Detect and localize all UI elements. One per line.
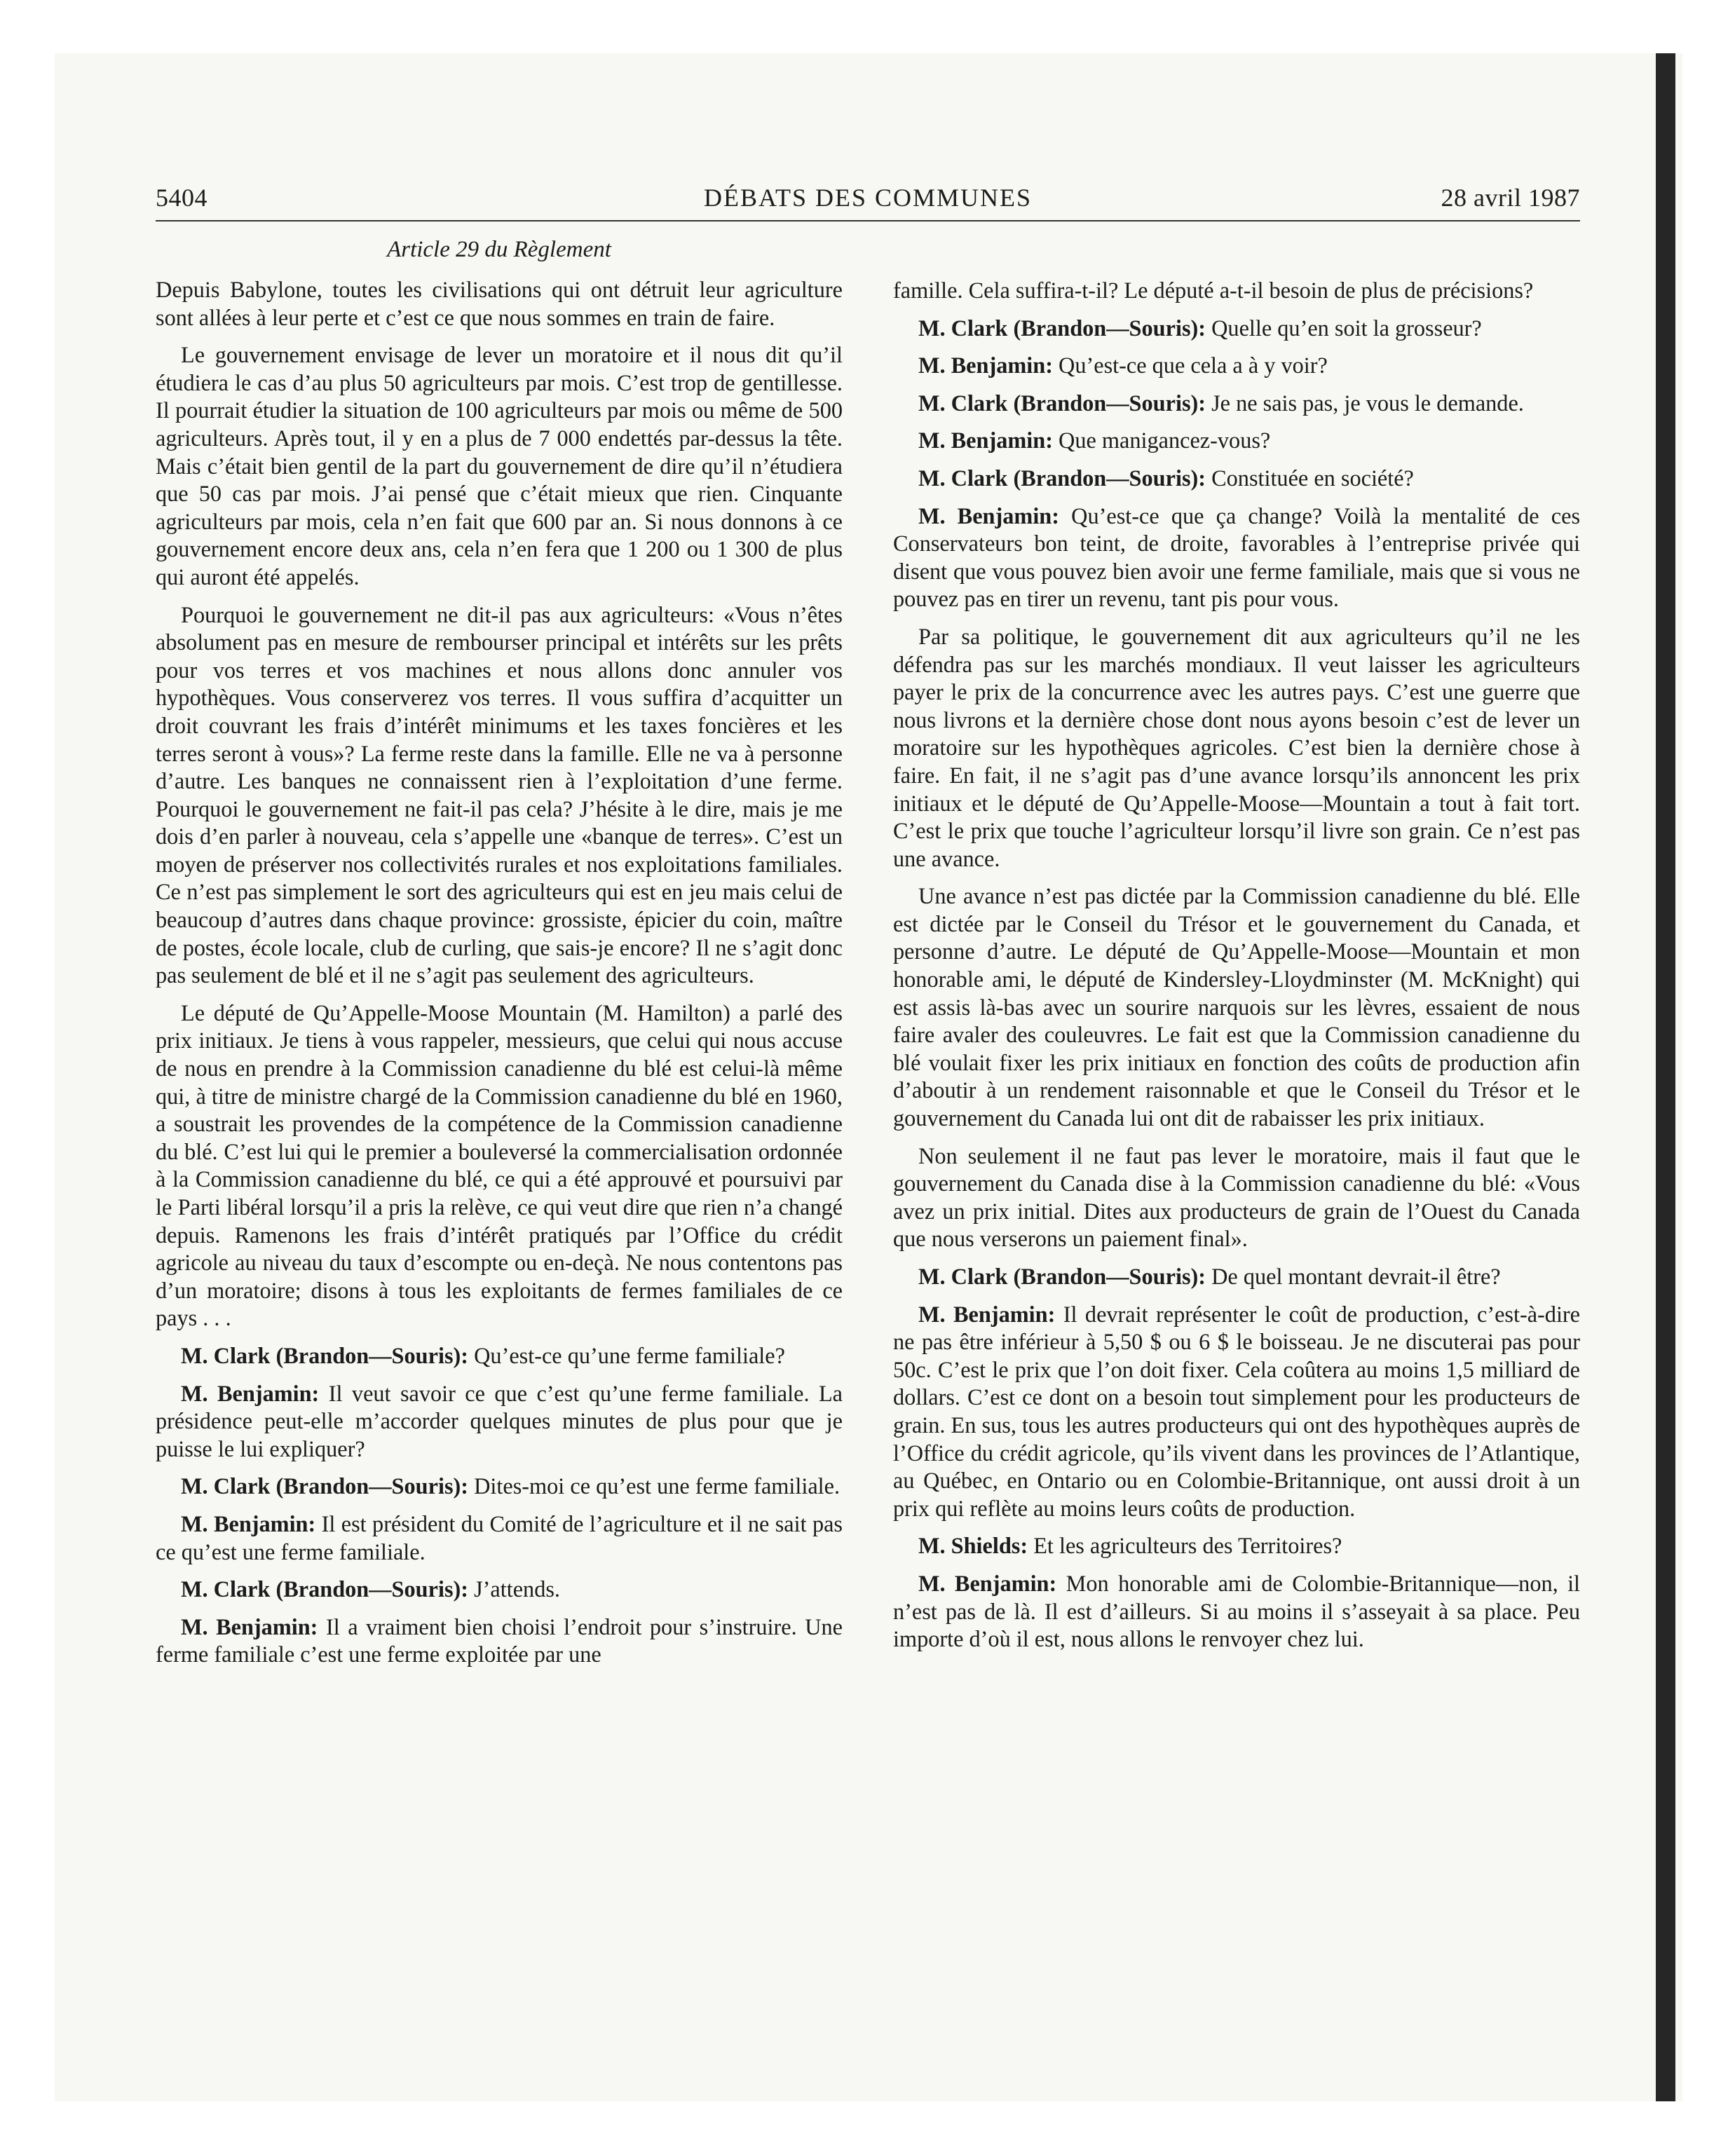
right-column xyxy=(893,277,1580,1663)
speaker-name: M. Benjamin: xyxy=(918,1301,1056,1327)
body-paragraph: Une avance n’est pas dictée par la Commission canadienne du blé. Elle est dictée par le Conseil du Trésor et le gouvernement du Canada, et personne d’autre. Le député de Qu’Appelle-Moose—Mountain et mon honorable ami, le député de Kindersley-Lloydminster (M. McKnight) qui est assis là-bas avec un sourire narquois sur les lèvres, essaient de nous faire avaler des couleuvres. Le fait est que la Commission canadienne du blé voulait fixer les prix initiaux en fonction des coûts de production afin d’aboutir à un rendement raisonnable et que le Conseil du Trésor et le gouvernement du Canada lui ont dit de rabaisser les prix initiaux. xyxy=(893,883,1580,1131)
speech-paragraph xyxy=(893,315,1580,343)
speech-text: Il a vraiment bien choisi l’endroit pour s’instruire. Une ferme familiale c’est une ferme exploitée par une xyxy=(156,1613,843,1667)
speech-text: Quelle qu’en soit la grosseur? xyxy=(1211,315,1482,341)
speech-text: De quel montant devrait-il être? xyxy=(1211,1264,1501,1289)
speaker-name: M. Clark (Brandon—Souris): xyxy=(181,1342,469,1368)
scan-edge-bar xyxy=(1656,53,1675,2101)
speech-text: Mon honorable ami de Colombie-Britannique—non, il n’est pas de là. Il est d’ailleurs. Si au moins il s’asseyait à sa place. Peu importe d’où il est, nous allons le renvoyer chez lui. xyxy=(893,1570,1581,1652)
speaker-name: M. Clark (Brandon—Souris): xyxy=(918,390,1206,416)
page-number: 5404 xyxy=(156,184,207,212)
body-paragraph: Le gouvernement envisage de lever un moratoire et il nous dit qu’il étudiera le cas d’au plus 50 agriculteurs par mois. C’est trop de gentillesse. Il pourrait étudier la situation de 100 agriculteurs par mois ou même de 500 agriculteurs. Après tout, il y en a plus de 7 000 endettés par-dessus la tête. Mais c’était bien gentil de la part du gouvernement de dire qu’il n’étudiera que 50 cas par mois. J’ai pensé que c’était mieux que rien. Cinquante agriculteurs par mois, cela n’en fait que 600 par an. Si nous donnons à ce gouvernement encore deux ans, cela n’en fera que 1 200 ou 1 300 de plus qui auront été appelés. xyxy=(156,342,843,589)
speech-paragraph xyxy=(893,1301,1580,1523)
speech-paragraph xyxy=(156,1510,843,1566)
speech-text: Qu’est-ce qu’une ferme familiale? xyxy=(474,1342,785,1368)
speech-text: J’attends. xyxy=(474,1576,560,1602)
body-paragraph: famille. Cela suffira-t-il? Le député a-t-il besoin de plus de précisions? xyxy=(893,278,1534,303)
speech-paragraph xyxy=(893,1532,1580,1560)
speaker-name: M. Shields: xyxy=(918,1533,1028,1559)
speaker-name: M. Benjamin: xyxy=(181,1510,316,1536)
speaker-name: M. Benjamin: xyxy=(181,1380,320,1406)
speech-paragraph xyxy=(893,427,1580,455)
speaker-name: M. Clark (Brandon—Souris): xyxy=(918,465,1206,491)
right-column-body xyxy=(893,277,1580,1653)
page-header xyxy=(156,181,1580,221)
speech-text: Constituée en société? xyxy=(1211,465,1414,491)
speech-text: Il est président du Comité de l’agriculture et il ne sait pas ce qu’est une ferme familiale. xyxy=(156,1510,843,1564)
speech-paragraph xyxy=(156,1342,843,1370)
speech-text: Et les agriculteurs des Territoires? xyxy=(1033,1533,1342,1559)
speaker-name: M. Benjamin: xyxy=(181,1613,318,1639)
speech-paragraph xyxy=(893,503,1580,613)
speaker-name: M. Benjamin: xyxy=(918,353,1053,378)
publication-title: DÉBATS DES COMMUNES xyxy=(703,184,1033,212)
body-paragraph: Depuis Babylone, toutes les civilisations qui ont détruit leur agriculture sont allées à leur perte et c’est ce que nous sommes en train de faire. xyxy=(156,277,843,330)
body-paragraph: Pourquoi le gouvernement ne dit-il pas aux agriculteurs: «Vous n’êtes absolument pas en mesure de rembourser principal et intérêts sur les prêts pour vos terres et vos machines et nous allons donc annuler vos hypothèques. Vous conserverez vos terres. Il vous suffira d’acquitter un droit couvrant les frais d’intérêt minimums et les taxes foncières et les terres seront à vous»? La ferme reste dans la famille. Elle ne va à personne d’autre. Les banques ne connaissent rien à l’exploitation d’une ferme. Pourquoi le gouvernement ne fait-il pas cela? J’hésite à le dire, mais je me dois d’en parler à nouveau, cela s’appelle une «banque de terres». C’est un moyen de préserver nos collectivités rurales et nos exploitations familiales. Ce n’est pas simplement le sort des agriculteurs qui est en jeu mais celui de beaucoup d’autres dans chaque province: grossiste, épicier du coin, maître de postes, école locale, club de curling, que sais-je encore? Il ne s’agit donc pas seulement de blé et il ne s’agit pas seulement des agriculteurs. xyxy=(156,601,843,988)
speech-text: Que manigancez-vous? xyxy=(1059,428,1271,453)
speech-text: Dites-moi ce qu’est une ferme familiale. xyxy=(474,1473,841,1499)
speaker-name: M. Benjamin: xyxy=(918,1570,1057,1596)
speech-paragraph xyxy=(893,1263,1580,1291)
left-column-body xyxy=(156,276,843,1669)
speaker-name: M. Benjamin: xyxy=(918,428,1053,453)
body-paragraph: Non seulement il ne faut pas lever le moratoire, mais il faut que le gouvernement du Canada dise à la Commission canadienne du blé: «Vous avez un prix initial. Dites aux producteurs de grain de l’Ouest du Canada que nous verserons un paiement final». xyxy=(893,1142,1580,1252)
speech-paragraph xyxy=(156,1380,843,1464)
speech-text: Je ne sais pas, je vous le demande. xyxy=(1211,390,1524,416)
speech-text: Il devrait représenter le coût de production, c’est-à-dire ne pas être inférieur à 5,50 $ ou 6 $ le boisseau. Je ne discuterai pas pour 50c. C’est le prix que l’on doit fixer. Cela coûtera au moins 1,5 milliard de dollars. C’est ce dont on a besoin tout simplement pour les producteurs de grain. En sus, tous les autres producteurs qui ont des hypothèques auprès de l’Office du crédit agricole, qu’ils vivent dans les provinces de l’Atlantique, au Québec, en Ontario ou en Colombie-Britannique, ont aussi droit à un prix qui reflète au moins leurs coûts de production. xyxy=(893,1301,1581,1521)
speaker-name: M. Clark (Brandon—Souris): xyxy=(918,1264,1206,1289)
speech-paragraph xyxy=(893,352,1580,380)
speech-text: Qu’est-ce que ça change? Voilà la mentalité de ces Conservateurs bon teint, de droite, favorables à l’entreprise privée qui disent que vous pouvez bien avoir une ferme familiale, mais que si vous ne pouvez pas en tirer un revenu, tant pis pour vous. xyxy=(893,503,1581,612)
body-paragraph: Par sa politique, le gouvernement dit aux agriculteurs qu’il ne les défendra pas sur les marchés mondiaux. Il veut laisser les agriculteurs payer le prix de la concurrence avec les autres pays. C’est une guerre que nous livrons et la dernière chose dont nous ayons besoin c’est de lever un moratoire sur les hypothèques agricoles. C’est bien la dernière chose à faire. En fait, il ne s’agit pas d’une avance lorsqu’ils annoncent les prix initiaux et le député de Qu’Appelle-Moose—Mountain a tout à fait tort. C’est le prix que touche l’agriculteur lorsqu’il livre son grain. Ce n’est pas une avance. xyxy=(893,623,1580,871)
body-paragraph: Le député de Qu’Appelle-Moose Mountain (M. Hamilton) a parlé des prix initiaux. Je tiens à vous rappeler, messieurs, que celui qui nous accuse de nous en prendre à la Commission canadienne du blé est celui-là même qui, à titre de ministre chargé de la Commission canadienne du blé en 1960, a soustrait les provendes de la compétence de la Commission canadienne du blé. C’est lui qui le premier a bouleversé la commercialisation ordonnée à la Commission canadienne du blé, ce qui a été approuvé et poursuivi par le Parti libéral lorsqu’il a pris la relève, ce qui veut dire que rien n’a changé depuis. Ramenons les frais d’intérêt pratiqués par l’Office du crédit agricole au niveau du taux d’escompte ou en-deçà. Ne nous contentons pas d’un moratoire; disons à tous les exploitants de fermes familiales de ce pays . . . xyxy=(156,999,843,1331)
speech-text: Il veut savoir ce que c’est qu’une ferme familiale. La présidence peut-elle m’accorder quelques minutes de plus pour que je puisse le lui expliquer? xyxy=(156,1380,843,1461)
speech-text: Qu’est-ce que cela a à y voir? xyxy=(1059,353,1328,378)
speech-paragraph xyxy=(893,390,1580,418)
speech-paragraph xyxy=(893,465,1580,493)
left-column xyxy=(156,236,843,1679)
speaker-name: M. Benjamin: xyxy=(918,503,1060,528)
speaker-name: M. Clark (Brandon—Souris): xyxy=(918,315,1206,341)
issue-date: 28 avril 1987 xyxy=(1441,184,1580,212)
speaker-name: M. Clark (Brandon—Souris): xyxy=(181,1576,469,1602)
section-rubric: Article 29 du Règlement xyxy=(387,237,611,262)
speech-paragraph xyxy=(156,1473,843,1501)
speech-paragraph xyxy=(893,1570,1580,1653)
speech-paragraph xyxy=(156,1613,843,1669)
speaker-name: M. Clark (Brandon—Souris): xyxy=(181,1473,469,1499)
speech-paragraph xyxy=(156,1576,843,1604)
